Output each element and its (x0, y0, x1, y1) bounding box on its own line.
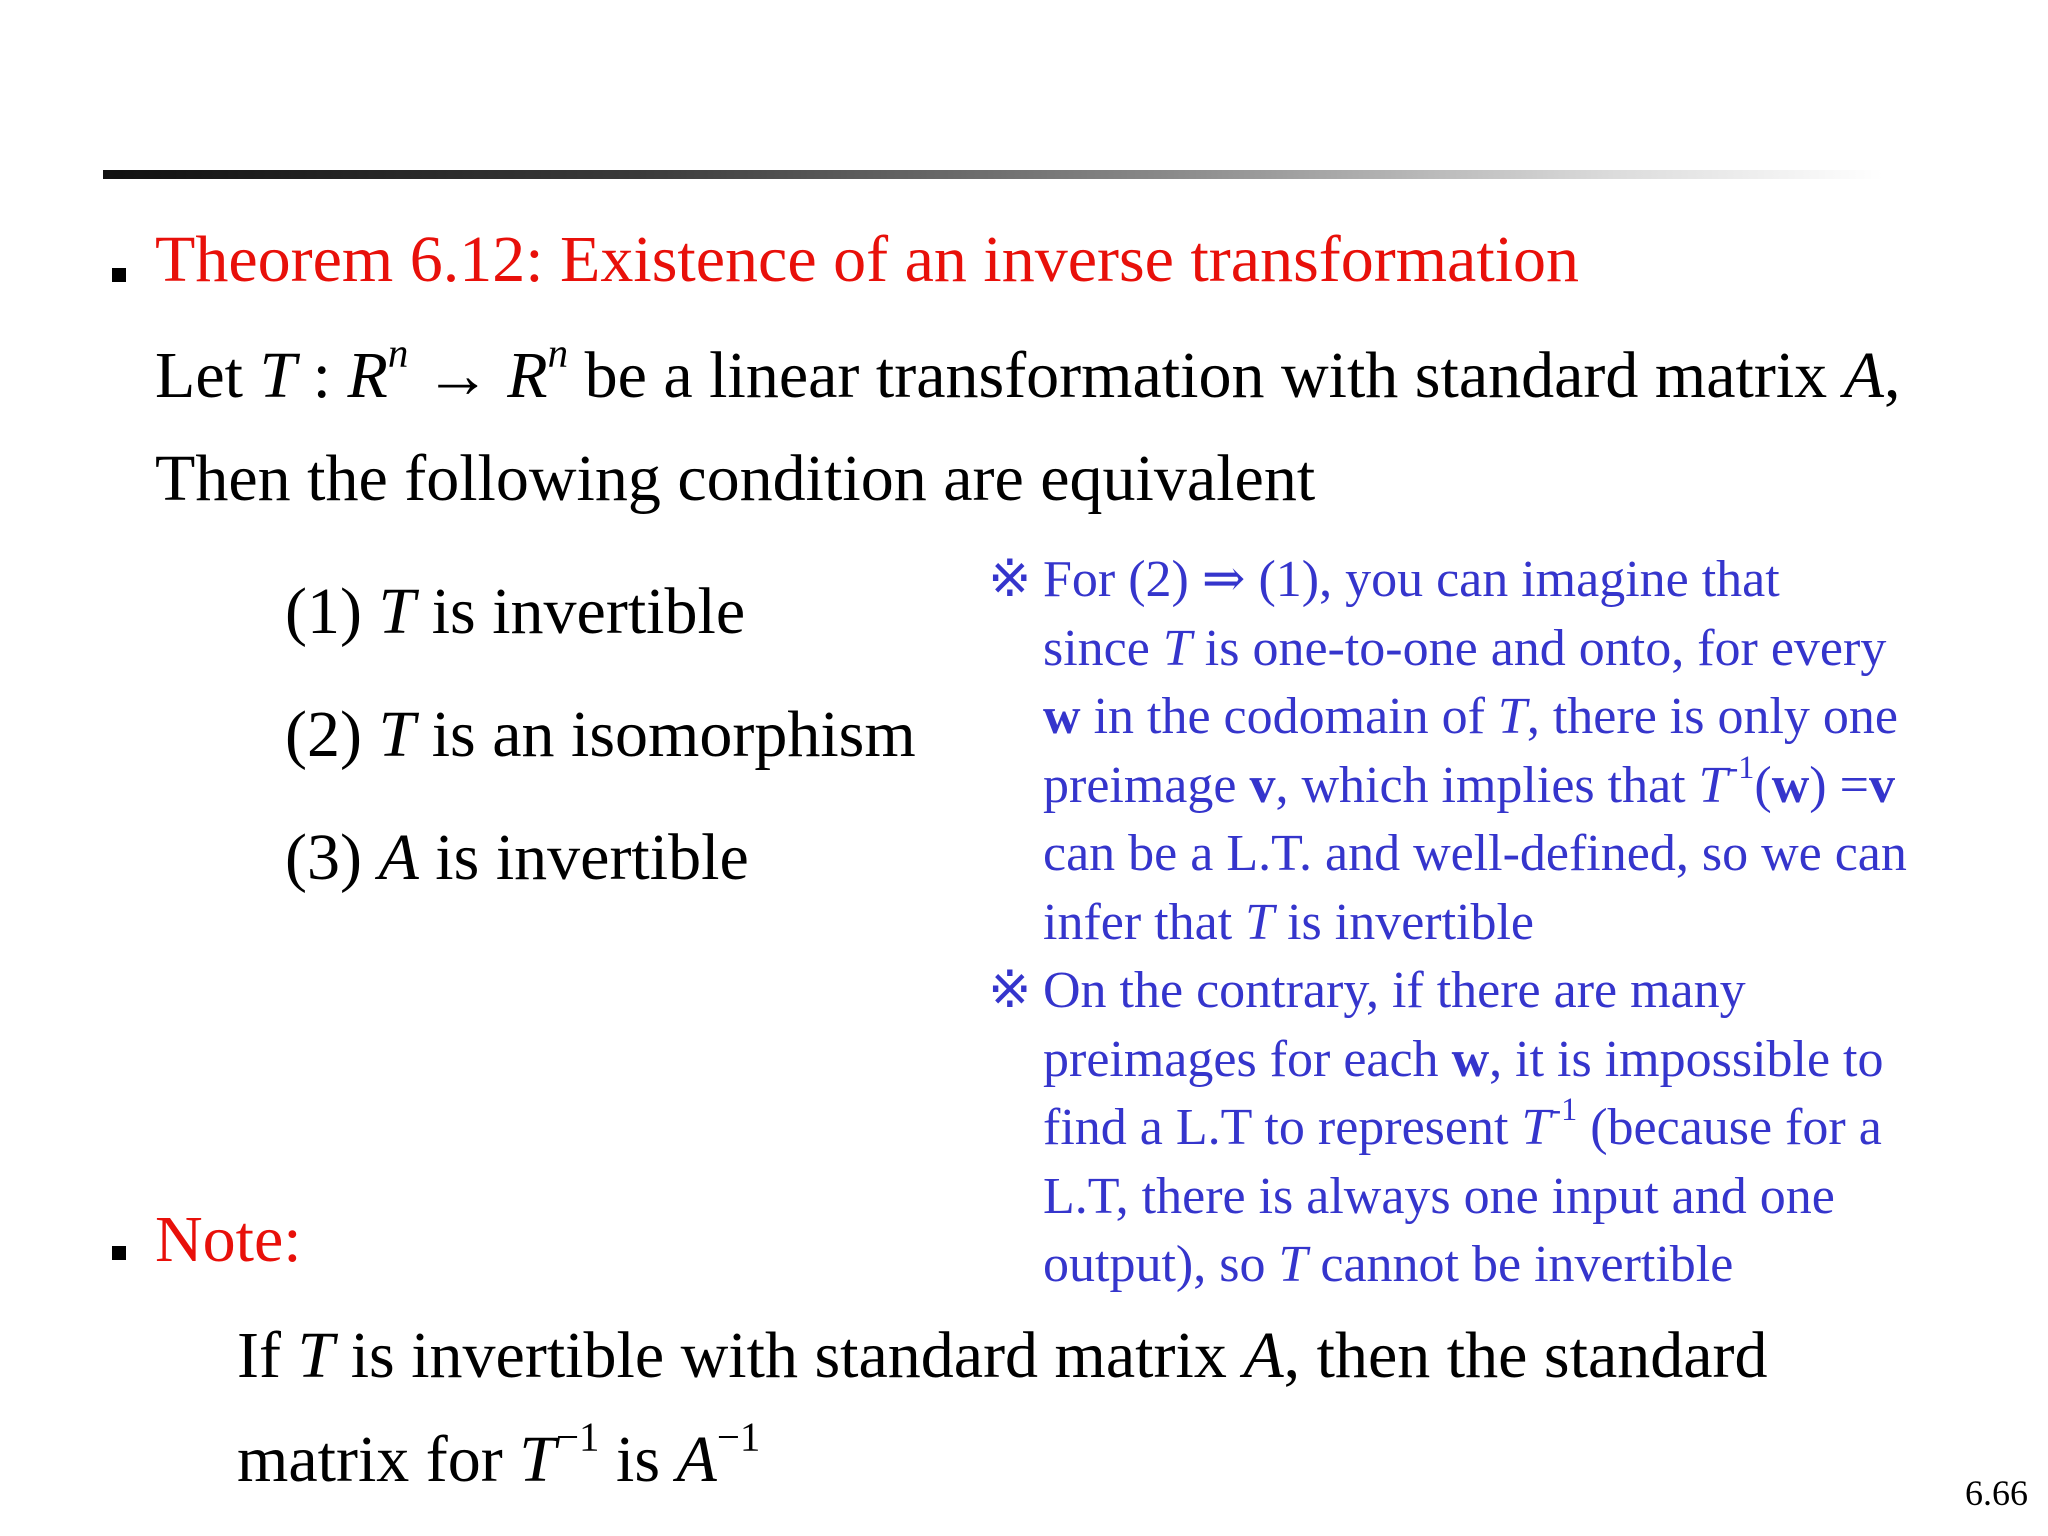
theorem-statement-line2: Then the following condition are equivalent (155, 442, 1316, 515)
reference-mark-icon: ※ (988, 551, 1032, 608)
side-note-line: output), so T cannot be invertible (1043, 1236, 1734, 1293)
note-line1: If T is invertible with standard matrix A, then the standard (237, 1319, 1768, 1392)
condition-2: (2) T is an isomorphism (285, 698, 916, 771)
condition-3: (3) A is invertible (285, 821, 749, 894)
condition-1: (1) T is invertible (285, 575, 746, 648)
side-note-line: since T is one-to-one and onto, for every (1043, 619, 1887, 677)
side-note-line: w in the codomain of T, there is only one (1043, 688, 1898, 745)
note-line2: matrix for $T^{-1}$ is $A^{-1}$ (237, 1414, 761, 1496)
side-note-line: preimage v, which implies that $T^{-1}(w) =v$ (1043, 748, 1895, 814)
reference-mark-icon: ※ (988, 962, 1032, 1019)
theorem-statement-line1: Let T : $R^n \to R^n$ be a linear transformation with standard matrix A, (155, 330, 1901, 412)
side-note-line: can be a L.T. and well-defined, so we can (1043, 825, 1907, 882)
header-rule (103, 170, 1883, 179)
note-heading: Note: (155, 1203, 302, 1276)
bullet-icon (112, 268, 126, 282)
side-note-line: ※ On the contrary, if there are many (988, 957, 1907, 1026)
side-note-line: preimages for each w, it is impossible to (1043, 1030, 1884, 1088)
side-note-line: L.T, there is always one input and one (1043, 1167, 1835, 1225)
theorem-title: Theorem 6.12: Existence of an inverse transformation (155, 223, 1580, 296)
side-note-line: infer that T is invertible (1043, 893, 1535, 951)
side-note-line: ※ For (2) ⇒ (1), you can imagine that (988, 546, 1907, 615)
bullet-icon (112, 1246, 126, 1260)
side-note-line: find a L.T to represent $T^{-1}$ (because for a (1043, 1090, 1882, 1156)
page-number: 6.66 (1965, 1473, 2028, 1513)
side-note (988, 546, 1907, 1300)
